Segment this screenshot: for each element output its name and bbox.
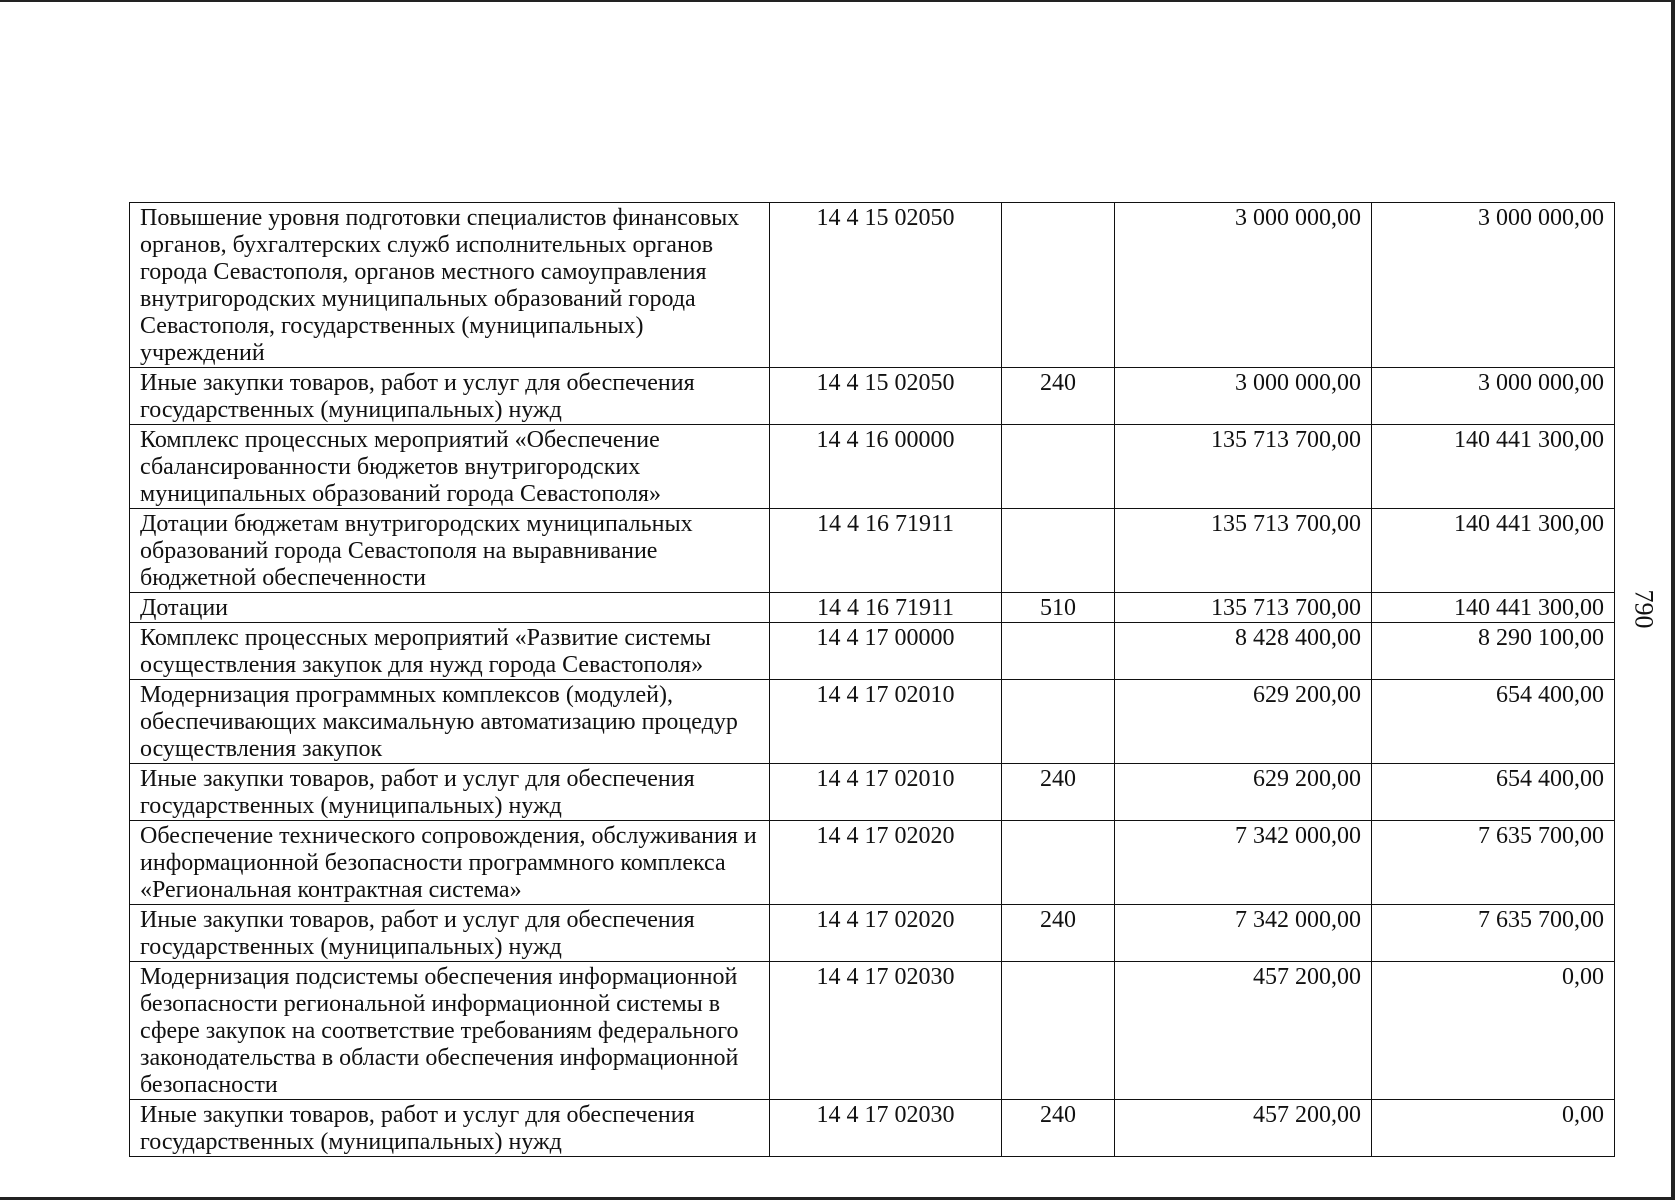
row-code-cell: 14 4 16 71911: [770, 593, 1002, 623]
row-expense-type-cell: [1002, 509, 1115, 593]
row-amount-year2-cell: 140 441 300,00: [1372, 425, 1615, 509]
row-amount-year1-cell: 3 000 000,00: [1115, 203, 1372, 368]
row-name-cell: Обеспечение технического сопровождения, обслуживания и информационной безопасности программного комплекса «Региональная контрактная система»: [130, 821, 770, 905]
row-code-cell: 14 4 17 02010: [770, 764, 1002, 821]
table-row: [130, 623, 1615, 680]
budget-table: [129, 202, 1615, 1157]
table-row: [130, 680, 1615, 764]
row-amount-year2-cell: 8 290 100,00: [1372, 623, 1615, 680]
table-row: [130, 203, 1615, 368]
row-amount-year1-cell: 135 713 700,00: [1115, 509, 1372, 593]
row-name-cell: Иные закупки товаров, работ и услуг для обеспечения государственных (муниципальных) нужд: [130, 905, 770, 962]
row-name-cell: Модернизация программных комплексов (модулей), обеспечивающих максимальную автоматизацию процедур осуществления закупок: [130, 680, 770, 764]
row-code-cell: 14 4 17 02020: [770, 821, 1002, 905]
row-amount-year1-cell: 457 200,00: [1115, 962, 1372, 1100]
row-expense-type-cell: 240: [1002, 764, 1115, 821]
table-row: [130, 962, 1615, 1100]
page-number: 790: [1629, 589, 1659, 629]
row-amount-year2-cell: 140 441 300,00: [1372, 593, 1615, 623]
row-name-cell: Иные закупки товаров, работ и услуг для обеспечения государственных (муниципальных) нужд: [130, 368, 770, 425]
table-row: [130, 593, 1615, 623]
row-code-cell: 14 4 16 00000: [770, 425, 1002, 509]
scan-edge-right: [1671, 0, 1675, 1200]
row-amount-year1-cell: 629 200,00: [1115, 764, 1372, 821]
row-expense-type-cell: 240: [1002, 1100, 1115, 1157]
row-code-cell: 14 4 17 00000: [770, 623, 1002, 680]
row-amount-year2-cell: 654 400,00: [1372, 680, 1615, 764]
row-amount-year2-cell: 0,00: [1372, 962, 1615, 1100]
row-name-cell: Комплекс процессных мероприятий «Развитие системы осуществления закупок для нужд города Севастополя»: [130, 623, 770, 680]
row-code-cell: 14 4 17 02010: [770, 680, 1002, 764]
table-row: [130, 425, 1615, 509]
row-code-cell: 14 4 17 02030: [770, 962, 1002, 1100]
table-row: [130, 509, 1615, 593]
row-amount-year1-cell: 7 342 000,00: [1115, 905, 1372, 962]
row-amount-year2-cell: 7 635 700,00: [1372, 821, 1615, 905]
row-expense-type-cell: 240: [1002, 368, 1115, 425]
row-expense-type-cell: [1002, 680, 1115, 764]
row-code-cell: 14 4 15 02050: [770, 203, 1002, 368]
table-row: [130, 764, 1615, 821]
row-expense-type-cell: [1002, 203, 1115, 368]
row-name-cell: Модернизация подсистемы обеспечения информационной безопасности региональной информационной системы в сфере закупок на соответствие требованиям федерального законодательства в области обеспечения информационной безопасности: [130, 962, 770, 1100]
row-code-cell: 14 4 15 02050: [770, 368, 1002, 425]
row-expense-type-cell: [1002, 821, 1115, 905]
table-row: [130, 1100, 1615, 1157]
row-name-cell: Иные закупки товаров, работ и услуг для обеспечения государственных (муниципальных) нужд: [130, 1100, 770, 1157]
row-name-cell: Комплекс процессных мероприятий «Обеспечение сбалансированности бюджетов внутригородских муниципальных образований города Севастополя»: [130, 425, 770, 509]
row-name-cell: Дотации: [130, 593, 770, 623]
row-name-cell: Дотации бюджетам внутригородских муниципальных образований города Севастополя на выравнивание бюджетной обеспеченности: [130, 509, 770, 593]
row-expense-type-cell: 510: [1002, 593, 1115, 623]
row-amount-year1-cell: 629 200,00: [1115, 680, 1372, 764]
row-amount-year2-cell: 140 441 300,00: [1372, 509, 1615, 593]
row-amount-year2-cell: 3 000 000,00: [1372, 203, 1615, 368]
row-expense-type-cell: [1002, 623, 1115, 680]
row-expense-type-cell: [1002, 962, 1115, 1100]
row-code-cell: 14 4 17 02020: [770, 905, 1002, 962]
table-row: [130, 905, 1615, 962]
row-code-cell: 14 4 17 02030: [770, 1100, 1002, 1157]
row-amount-year1-cell: 457 200,00: [1115, 1100, 1372, 1157]
row-name-cell: Иные закупки товаров, работ и услуг для обеспечения государственных (муниципальных) нужд: [130, 764, 770, 821]
row-code-cell: 14 4 16 71911: [770, 509, 1002, 593]
row-amount-year1-cell: 135 713 700,00: [1115, 425, 1372, 509]
row-name-cell: Повышение уровня подготовки специалистов финансовых органов, бухгалтерских служб исполнительных органов города Севастополя, органов местного самоуправления внутригородских муниципальных образований города Севастополя, государственных (муниципальных) учреждений: [130, 203, 770, 368]
row-amount-year1-cell: 7 342 000,00: [1115, 821, 1372, 905]
row-amount-year2-cell: 654 400,00: [1372, 764, 1615, 821]
row-amount-year2-cell: 7 635 700,00: [1372, 905, 1615, 962]
row-amount-year1-cell: 3 000 000,00: [1115, 368, 1372, 425]
row-expense-type-cell: [1002, 425, 1115, 509]
row-expense-type-cell: 240: [1002, 905, 1115, 962]
row-amount-year1-cell: 135 713 700,00: [1115, 593, 1372, 623]
row-amount-year2-cell: 3 000 000,00: [1372, 368, 1615, 425]
row-amount-year1-cell: 8 428 400,00: [1115, 623, 1372, 680]
scan-edge-top: [0, 0, 1675, 2]
table-row: [130, 368, 1615, 425]
row-amount-year2-cell: 0,00: [1372, 1100, 1615, 1157]
table-row: [130, 821, 1615, 905]
budget-table-body: [130, 203, 1615, 1157]
